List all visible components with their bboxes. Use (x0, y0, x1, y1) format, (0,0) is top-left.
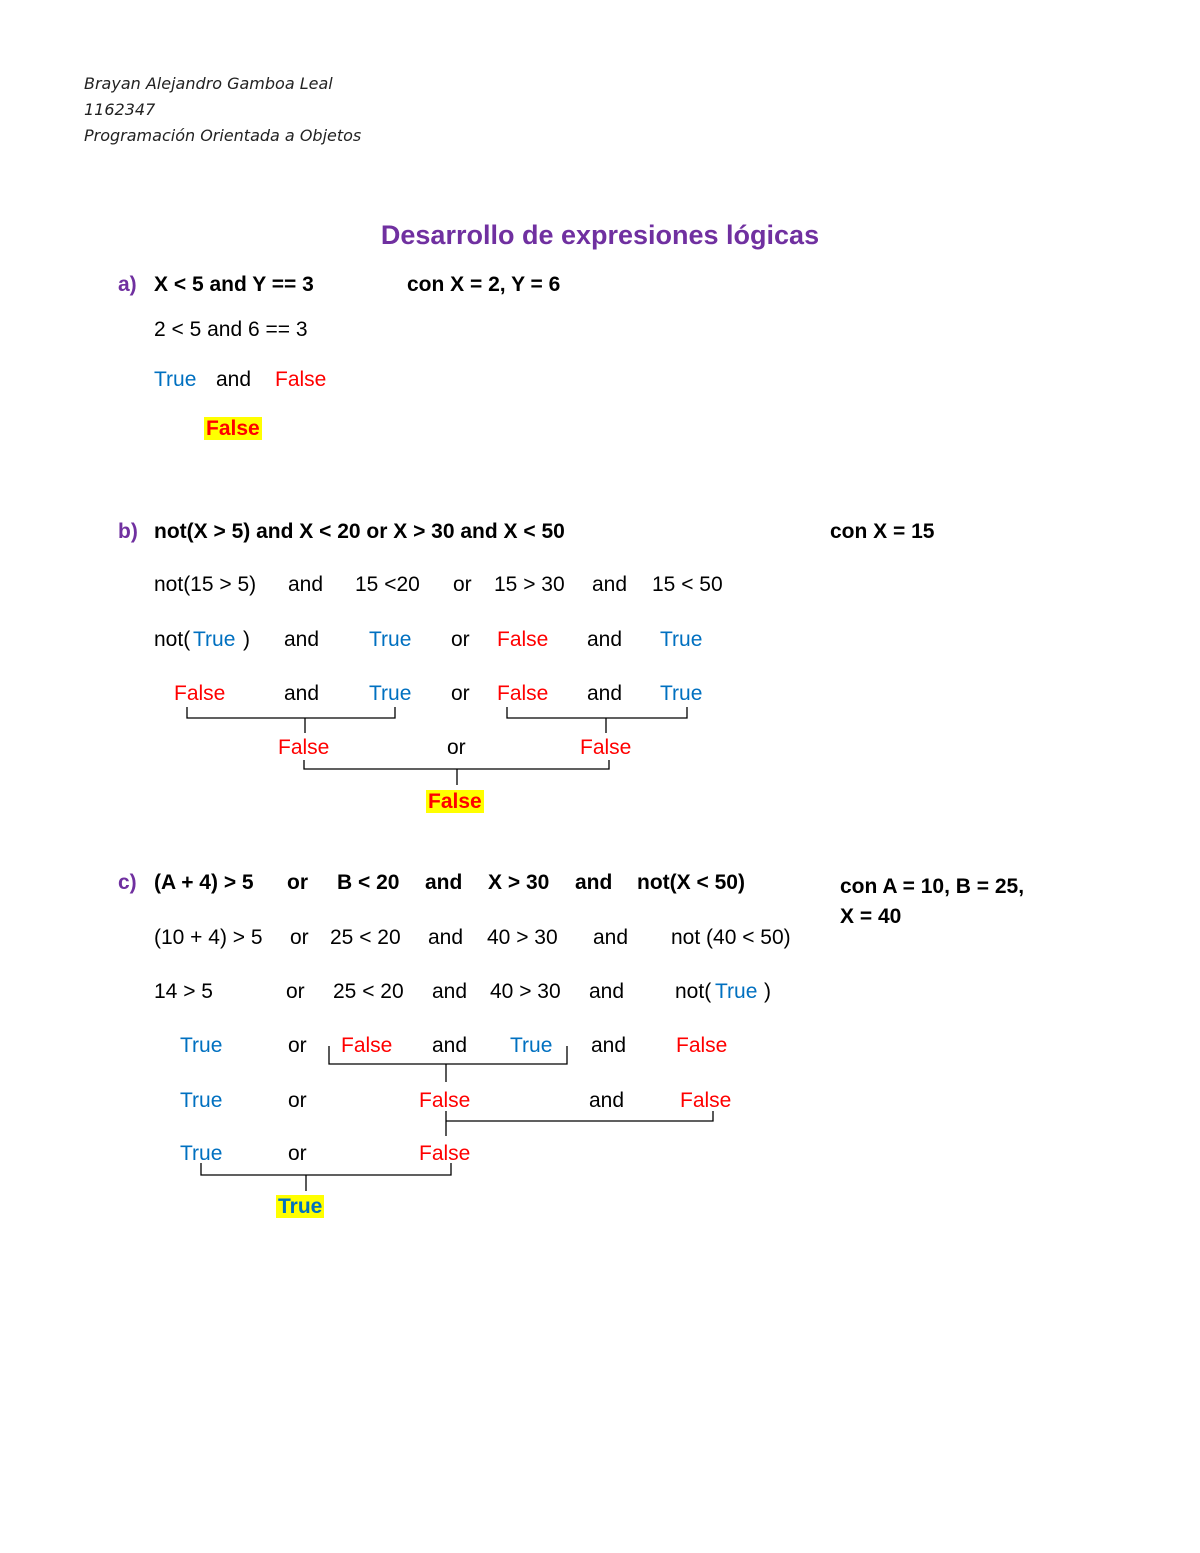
section-b-s2-not-close: ) (243, 628, 250, 651)
section-c-s1-term1: (10 + 4) > 5 (154, 926, 263, 949)
section-c-s3-op3: and (591, 1034, 627, 1057)
section-c-result: True (278, 1195, 323, 1218)
section-a-step1: 2 < 5 and 6 == 3 (154, 318, 308, 341)
section-b-s3-op3: and (587, 682, 623, 705)
section-c-expr-op1: or (287, 871, 308, 894)
section-c-s2-term3: 40 > 30 (490, 980, 561, 1003)
section-b-s4-op: or (447, 736, 466, 759)
section-b-s4-false1: False (278, 736, 330, 759)
bracket-c-and2 (446, 1111, 713, 1136)
section-b-s3-false1: False (174, 682, 226, 705)
section-b-s1-op3: and (592, 573, 628, 596)
section-c-s1-term2: 25 < 20 (330, 926, 401, 949)
section-c-s1-op3: and (593, 926, 629, 949)
section-c-s3-true2: True (510, 1034, 553, 1057)
section-c-s2-not-open: not( (675, 980, 712, 1003)
section-b-s3-false2: False (497, 682, 549, 705)
section-c-label: c) (118, 871, 137, 894)
section-c-s2-op2: and (432, 980, 468, 1003)
section-b-s2-true1: True (193, 628, 236, 651)
section-a-expression: X < 5 and Y == 3 (154, 273, 314, 296)
section-c-s1-term3: 40 > 30 (487, 926, 558, 949)
student-id: 1162347 (84, 100, 156, 119)
section-b-result: False (428, 790, 482, 813)
section-c-expr-term3: X > 30 (488, 871, 550, 894)
section-c-s3-op1: or (288, 1034, 307, 1057)
section-c-condition-line1: con A = 10, B = 25, (840, 875, 1025, 898)
section-c-s4-false1: False (419, 1089, 471, 1112)
bracket-b-left (187, 707, 395, 733)
bracket-b-right (507, 707, 687, 733)
section-a-step2-true: True (154, 368, 197, 391)
section-c-condition-line2: X = 40 (840, 905, 902, 928)
section-b-s4-false2: False (580, 736, 632, 759)
page-title: Desarrollo de expresiones lógicas (380, 220, 820, 250)
section-b-s3-op1: and (284, 682, 320, 705)
section-c-s2-term2: 25 < 20 (333, 980, 404, 1003)
section-c-expr-term2: B < 20 (337, 871, 400, 894)
section-c-s2-not-close: ) (764, 980, 771, 1003)
section-b-s1-term3: 15 > 30 (494, 573, 565, 596)
bracket-b-final (304, 760, 609, 785)
section-b-condition: con X = 15 (830, 520, 935, 543)
section-c-s3-false2: False (676, 1034, 728, 1057)
section-c-expr-op2: and (425, 871, 463, 894)
section-c-s4-op2: and (589, 1089, 625, 1112)
course-name: Programación Orientada a Objetos (84, 126, 362, 145)
section-a-label: a) (118, 273, 137, 296)
section-c-s5-true: True (180, 1142, 223, 1165)
section-c-s5-false: False (419, 1142, 471, 1165)
section-a-step2-false: False (275, 368, 327, 391)
section-b-s3-op2: or (451, 682, 470, 705)
section-c-s2-op1: or (286, 980, 305, 1003)
section-b-s2-not-open: not( (154, 628, 191, 651)
section-b-s1-term2: 15 <20 (355, 573, 420, 596)
section-b-label: b) (118, 520, 138, 543)
section-b-s3-true2: True (660, 682, 703, 705)
section-b-s2-true2: True (369, 628, 412, 651)
section-c-s3-false1: False (341, 1034, 393, 1057)
section-c-expr-term4: not(X < 50) (637, 871, 745, 894)
section-c-s1-op2: and (428, 926, 464, 949)
section-b-expression: not(X > 5) and X < 20 or X > 30 and X < 50 (154, 520, 565, 543)
section-b-s1-op2: or (453, 573, 472, 596)
section-c-s4-false2: False (680, 1089, 732, 1112)
section-c-expr-op3: and (575, 871, 613, 894)
section-c-s4-true: True (180, 1089, 223, 1112)
section-c-s1-term4: not (40 < 50) (671, 926, 791, 949)
section-b-s2-false: False (497, 628, 549, 651)
section-b-s2-op1: and (284, 628, 320, 651)
section-a-step2-and: and (216, 368, 252, 391)
section-c-s4-op1: or (288, 1089, 307, 1112)
section-c-s3-op2: and (432, 1034, 468, 1057)
bracket-c-final (201, 1163, 451, 1191)
section-b-s2-op3: and (587, 628, 623, 651)
author-name: Brayan Alejandro Gamboa Leal (84, 74, 333, 93)
section-b-s2-op2: or (451, 628, 470, 651)
section-a-condition: con X = 2, Y = 6 (407, 273, 561, 296)
section-b-s3-true1: True (369, 682, 412, 705)
section-c-s5-op: or (288, 1142, 307, 1165)
section-b-s1-op1: and (288, 573, 324, 596)
section-b-s2-true3: True (660, 628, 703, 651)
section-c-s2-true: True (715, 980, 758, 1003)
section-c-s2-term1: 14 > 5 (154, 980, 213, 1003)
section-c-s2-op3: and (589, 980, 625, 1003)
section-c-s1-op1: or (290, 926, 309, 949)
section-b-s1-term4: 15 < 50 (652, 573, 723, 596)
section-c-expr-term1: (A + 4) > 5 (154, 871, 254, 894)
bracket-c-and (329, 1046, 567, 1082)
section-a-result: False (206, 417, 260, 440)
section-c-s3-true1: True (180, 1034, 223, 1057)
section-b-s1-term1: not(15 > 5) (154, 573, 257, 596)
